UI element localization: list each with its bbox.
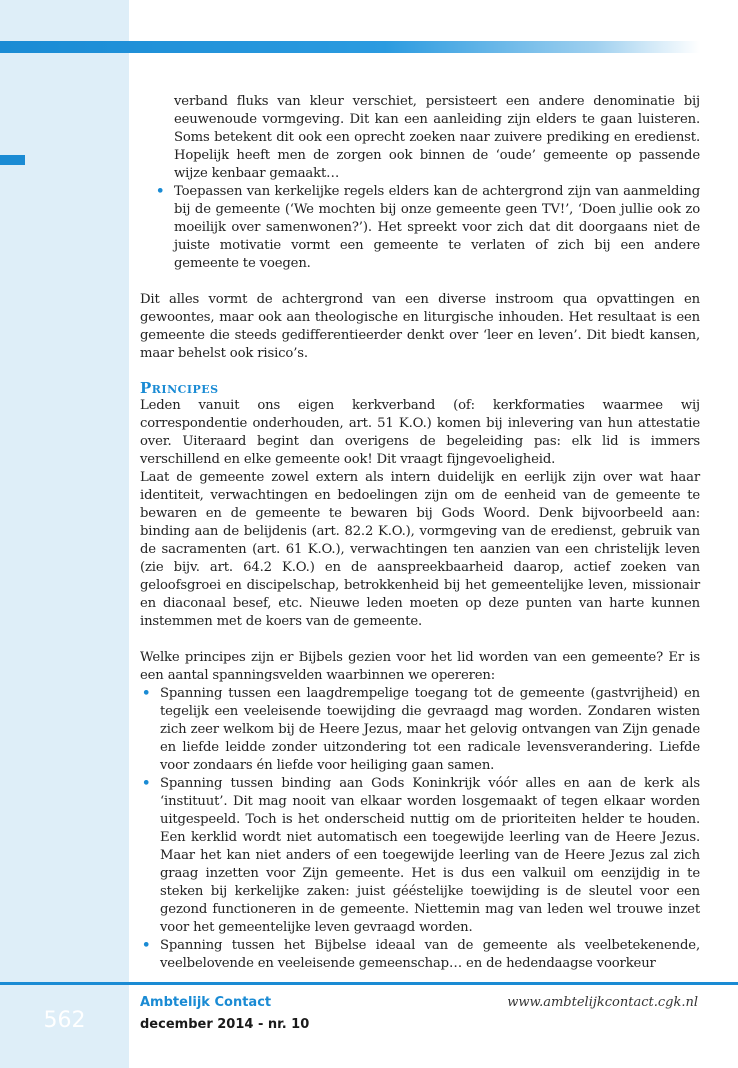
list-item xyxy=(140,937,700,973)
paragraph: Leden vanuit ons eigen kerkverband (of: kerkformaties waarmee wij correspondentie onderhouden, art. 51 K.O.) komen bij inlevering van hun attestatie over. Uiteraard begint dan overigens de begeleiding pas: elk lid is immers verschillend en elke gemeente ook! Dit vraagt fijngevoeligheid. xyxy=(140,398,700,467)
bullet-icon: • xyxy=(142,686,151,701)
paragraph: Welke principes zijn er Bijbels gezien voor het lid worden van een gemeente? Er is een aantal spanningsvelden waarbinnen we opereren: xyxy=(140,650,700,683)
page-number: 562 xyxy=(43,1008,86,1033)
bullet-icon: • xyxy=(156,184,165,199)
publication-name: Ambtelijk Contact xyxy=(140,995,272,1010)
issue-label: december 2014 - nr. 10 xyxy=(140,1017,310,1032)
bullet-icon: • xyxy=(142,938,151,953)
footer-divider xyxy=(0,982,738,985)
bullet-icon: • xyxy=(142,776,151,791)
intro-bullet-list xyxy=(140,183,700,273)
website-url: www.ambtelijkcontact.cgk.nl xyxy=(507,995,698,1010)
side-marker xyxy=(0,155,25,165)
list-item xyxy=(140,183,700,273)
article-body xyxy=(140,93,700,973)
section-heading: Principes xyxy=(140,379,219,397)
bullet-text: Toepassen van kerkelijke regels elders kan de achtergrond zijn van aanmelding bij de gemeente (‘We mochten bij onze gemeente geen TV!’, ‘Doen jullie ook zo moeilijk over samenwonen?’). Het spreekt voor zich dat dit doorgaans niet de juiste motivatie vormt een gemeente te verlaten of zich bij een andere gemeente te voegen. xyxy=(174,184,700,271)
paragraph-continuation: verband fluks van kleur verschiet, persisteert een andere denominatie bij eeuwenoude vormgeving. Dit kan een aanleiding zijn elders te gaan luisteren. Soms betekent dit ook een oprecht zoeken naar zuivere prediking en eredienst. Hopelijk heeft men de zorgen ook binnen de ‘oude’ gemeente op passende wijze kenbaar gemaakt… xyxy=(174,94,700,181)
bullet-text: Spanning tussen binding aan Gods Koninkrijk vóór alles en aan de kerk als ‘instituut’. Dit mag nooit van elkaar worden losgemaakt of tegen elkaar worden uitgespeeld. Toch is het onderscheid nuttig om de prioriteiten helder te houden. Een kerklid wordt niet automatisch een toegewijde leerling van de Heere Jezus. Maar het kan niet anders of een toegewijde leerling van de Heere Jezus zal zich graag inzetten voor Zijn gemeente. Het is dus een valkuil om eenzijdig in te steken bij kerkelijke zaken: juist gééstelijke toewijding is de sleutel voor een gezond functioneren in de gemeente. Niettemin mag van leden wel trouwe inzet voor het gemeentelijke leven gevraagd worden. xyxy=(160,776,700,935)
bullet-text: Spanning tussen het Bijbelse ideaal van de gemeente als veelbetekenende, veelbelovende en veeleisende gemeenschap… en de hedendaagse voorkeur xyxy=(160,938,700,971)
principles-bullet-list xyxy=(140,685,700,973)
header-accent-bar xyxy=(0,41,700,53)
list-item xyxy=(140,775,700,937)
bullet-text: Spanning tussen een laagdrempelige toegang tot de gemeente (gastvrijheid) en tegelijk een veeleisende toewijding die gevraagd mag worden. Zondaren wisten zich zeer welkom bij de Heere Jezus, maar het gelovig ontvangen van Zijn genade en liefde leidde zonder uitzondering tot een radicale levensverandering. Liefde voor zondaars én liefde voor heiliging gaan samen. xyxy=(160,686,700,773)
list-item xyxy=(140,685,700,775)
paragraph: Dit alles vormt de achtergrond van een diverse instroom qua opvattingen en gewoontes, maar ook aan theologische en liturgische inhouden. Het resultaat is een gemeente die steeds gedifferentieerder denkt over ‘leer en leven’. Dit biedt kansen, maar behelst ook risico’s. xyxy=(140,292,700,361)
paragraph: Laat de gemeente zowel extern als intern duidelijk en eerlijk zijn over wat haar identiteit, verwachtingen en bedoelingen zijn om de eenheid van de gemeente te bewaren en de gemeente te bewaren bij Gods Woord. Denk bijvoorbeeld aan: binding aan de belijdenis (art. 82.2 K.O.), vormgeving van de eredienst, gebruik van de sacramenten (art. 61 K.O.), verwachtingen ten aanzien van een christelijk leven (zie bijv. art. 64.2 K.O.) en de aanspreekbaarheid daarop, actief zoeken van geloofsgroei en discipelschap, betrokkenheid bij het gemeentelijke leven, missionair en diaconaal besef, etc. Nieuwe leden moeten op deze punten van harte kunnen instemmen met de koers van de gemeente. xyxy=(140,470,700,629)
